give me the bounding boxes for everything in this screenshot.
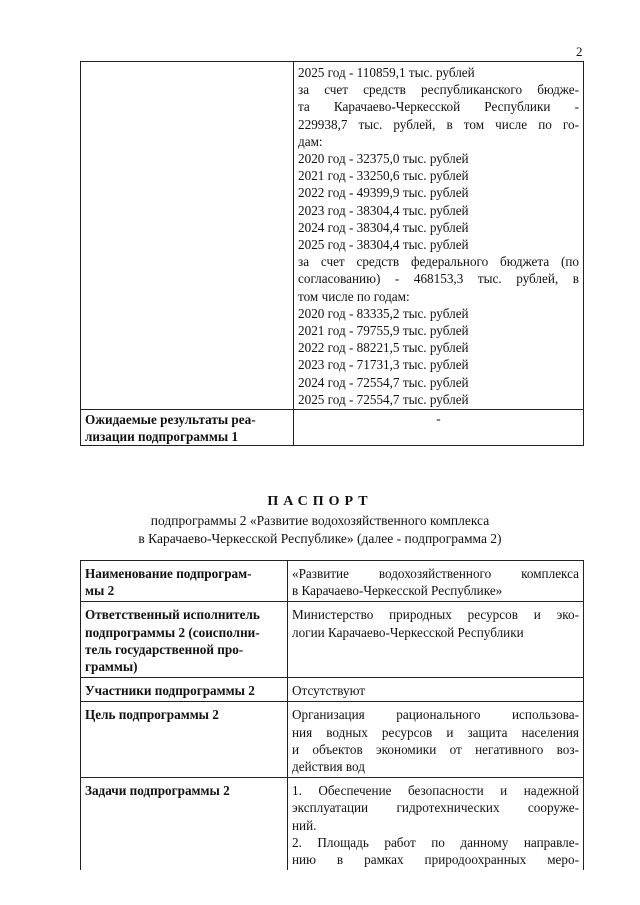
funding-line: за счет средств республиканского бюдже-	[298, 82, 579, 98]
passport-subtitle-line-1: подпрограммы 2 «Развитие водохозяйственного комплекса	[150, 513, 490, 528]
label-line: Ответственный исполнитель	[85, 607, 260, 623]
funding-line: 2020 год - 83335,2 тыс. рублей	[298, 305, 469, 321]
value-line: действия вод	[292, 759, 365, 775]
funding-line: 2023 год - 38304,4 тыс. рублей	[298, 202, 469, 218]
executor-label	[81, 602, 288, 678]
funding-line: та Карачаево-Черкесской Республики -	[298, 99, 579, 115]
expected-results-value: -	[294, 410, 584, 446]
funding-line: 229938,7 тыс. рублей, в том числе по го-	[298, 116, 579, 132]
name-value	[288, 561, 584, 602]
value-line: нию в рамках природоохранных меро-	[292, 852, 579, 868]
tasks-label: Задачи подпрограммы 2	[81, 778, 288, 871]
funding-line: 2024 год - 38304,4 тыс. рублей	[298, 219, 469, 235]
value-line: эксплуатации гидротехнических сооруже-	[292, 800, 579, 816]
value-line: логии Карачаево-Черкесской Республики	[292, 624, 524, 640]
value-line: в Карачаево-Черкесской Республике»	[292, 583, 503, 599]
participants-label: Участники подпрограммы 2	[81, 678, 288, 702]
funding-line: 2021 год - 79755,9 тыс. рублей	[298, 323, 469, 339]
label-line: граммы)	[85, 659, 138, 675]
label-line: Ожидаемые результаты реа-	[85, 412, 256, 428]
participants-value: Отсутствуют	[288, 678, 584, 702]
page-number: 2	[576, 44, 583, 59]
value-line: Министерство природных ресурсов и эко-	[292, 607, 579, 623]
funding-line: 2022 год - 49399,9 тыс. рублей	[298, 185, 469, 201]
funding-line: согласованию) - 468153,3 тыс. рублей, в	[298, 271, 579, 287]
value-line: «Развитие водохозяйственного комплекса	[292, 566, 579, 581]
table-row	[81, 678, 584, 702]
value-line: 1. Обеспечение безопасности и надежной	[292, 783, 579, 799]
funding-line: 2025 год - 38304,4 тыс. рублей	[298, 237, 469, 253]
expected-results-label	[81, 410, 294, 446]
funding-line: 2021 год - 33250,6 тыс. рублей	[298, 168, 469, 184]
table-row	[81, 561, 584, 602]
funding-line: дам:	[298, 133, 323, 149]
goal-label: Цель подпрограммы 2	[81, 702, 288, 778]
funding-line: 2022 год - 88221,5 тыс. рублей	[298, 340, 469, 356]
funding-line: 2023 год - 71731,3 тыс. рублей	[298, 357, 469, 373]
label-line: подпрограммы 2 (соисполни-	[85, 624, 260, 640]
funding-line: 2025 год - 72554,7 тыс. рублей	[298, 391, 469, 407]
funding-cell	[294, 62, 584, 410]
passport-subtitle-line-2: в Карачаево-Черкесской Республике» (далее - подпрограмма 2)	[138, 531, 502, 546]
passport-title: ПАСПОРТ	[267, 494, 373, 509]
goal-value	[288, 702, 584, 778]
funding-line: 2020 год - 32375,0 тыс. рублей	[298, 151, 469, 167]
value-line: и объектов экономики от негативного воз-	[292, 741, 579, 757]
label-line: мы 2	[85, 583, 115, 599]
table-row	[81, 410, 584, 446]
table-row	[81, 602, 584, 678]
label-line: лизации подпрограммы 1	[85, 429, 239, 445]
value-line: Организация рационального использова-	[292, 707, 579, 723]
table-row	[81, 62, 584, 410]
funding-line: за счет средств федерального бюджета (по	[298, 254, 579, 270]
funding-line: том числе по годам:	[298, 288, 410, 304]
table-row	[81, 702, 584, 778]
executor-value	[288, 602, 584, 678]
funding-line: 2024 год - 72554,7 тыс. рублей	[298, 374, 469, 390]
label-line: тель государственной про-	[85, 641, 244, 657]
funding-line: 2025 год - 110859,1 тыс. рублей	[298, 65, 475, 80]
funding-table	[80, 61, 584, 446]
passport-table	[80, 560, 584, 870]
value-line: ния водных ресурсов и защита населения	[292, 724, 579, 740]
name-label	[81, 561, 288, 602]
tasks-value	[288, 778, 584, 871]
label-line: Наименование подпрограм-	[85, 566, 252, 581]
value-line: 2. Площадь работ по данному направле-	[292, 834, 579, 850]
empty-label-cell	[81, 62, 294, 410]
value-line: ний.	[292, 817, 317, 833]
table-row	[81, 778, 584, 871]
